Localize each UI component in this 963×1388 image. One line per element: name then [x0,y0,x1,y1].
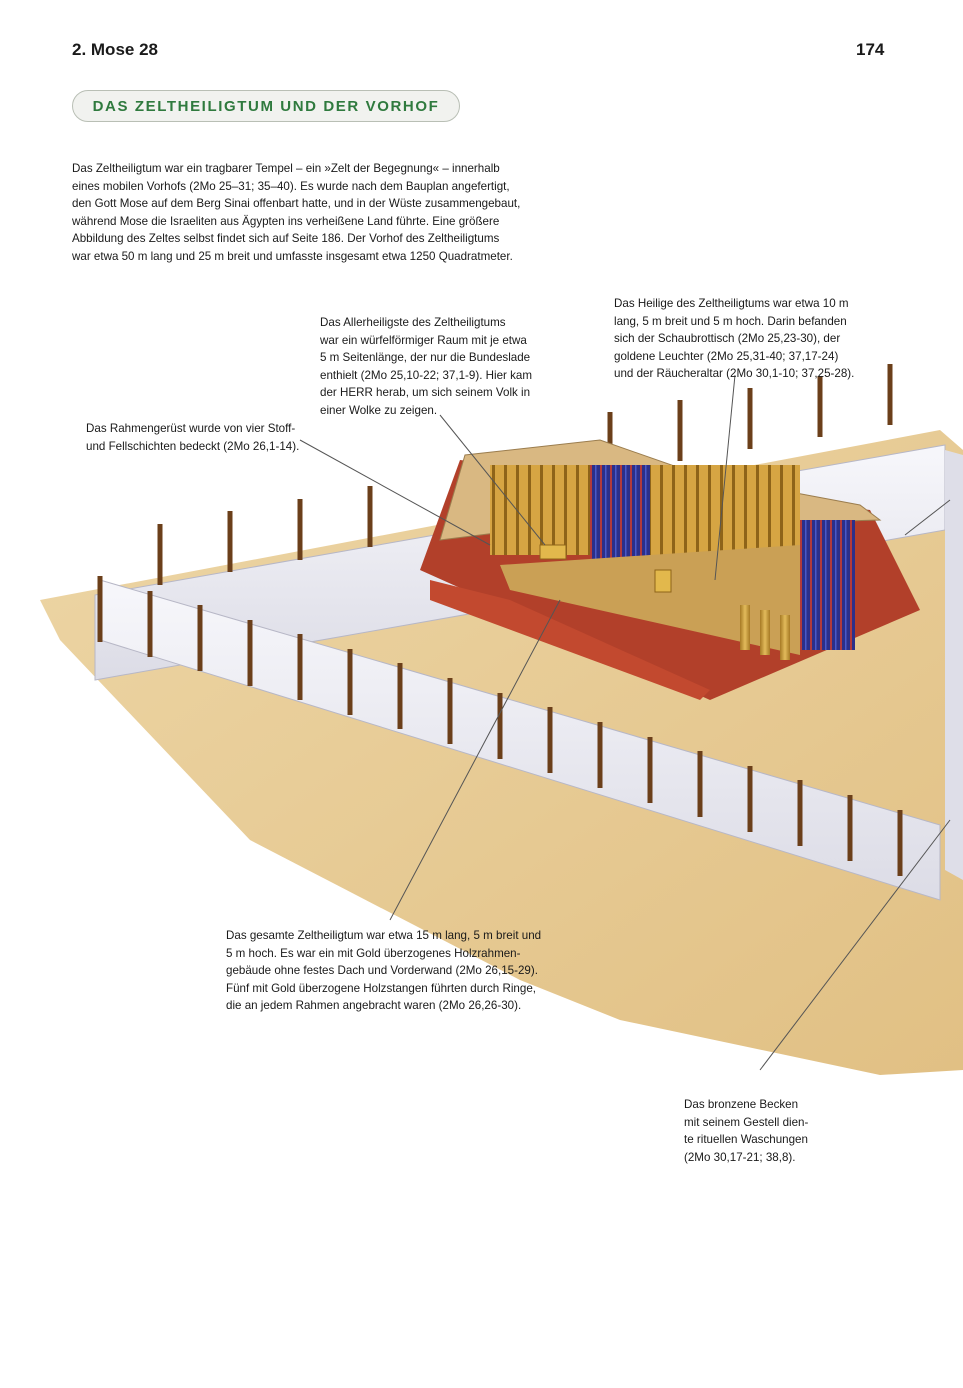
intro-line: Das Zeltheiligtum war ein tragbarer Tempel – ein »Zelt der Begegnung« – innerhalb [72,162,500,175]
callout-line: gebäude ohne festes Dach und Vorderwand (2Mo 26,15-29). [226,964,538,978]
intro-paragraph [72,160,542,266]
callout-line: te rituellen Waschungen [684,1133,808,1147]
callout-allerheiligste [320,314,532,420]
callout-line: Das Rahmengerüst wurde von vier Stoff- [86,422,296,435]
callout-line: der HERR herab, um sich seinem Volk in [320,386,531,400]
right-curtain-wall [945,450,963,880]
callout-line: goldene Leuchter (2Mo 25,31-40; 37,17-24) [614,349,839,363]
intro-line: Abbildung des Zeltes selbst findet sich auf Seite 186. Der Vorhof des Zeltheiligtums [72,232,500,246]
callout-line: Das Heilige des Zeltheiligtums war etwa 10 m [614,297,849,310]
callout-gesamtes-zeltheiligtum [226,927,541,1015]
callout-line: sich der Schaubrottisch (2Mo 25,23-30), der [614,332,841,346]
intro-line: während Mose die Israeliten aus Ägypten ins verheißene Land führte. Eine größere [72,214,500,228]
callout-line: lang, 5 m breit und 5 m hoch. Darin befanden [614,314,847,328]
intro-line: war etwa 50 m lang und 25 m breit und umfasste insgesamt etwa 1250 Quadratmeter. [72,249,513,263]
chapter-reference: 2. Mose 28 [72,40,158,59]
page-number: 174 [856,40,885,59]
ark-of-covenant [540,545,566,559]
callout-line: mit seinem Gestell dien- [684,1115,809,1129]
blue-curtain [800,520,855,650]
lampstand [655,570,671,592]
callout-line: einer Wolke zu zeigen. [320,403,438,417]
callout-line: enthielt (2Mo 25,10-22; 37,1-9). Hier kam [320,368,533,382]
callout-line: Das Allerheiligste des Zeltheiligtums [320,316,506,329]
callout-line: (2Mo 30,17-21; 38,8). [684,1150,796,1164]
veil-curtain [590,465,650,565]
section-title: DAS ZELTHEILIGTUM UND DER VORHOF [92,97,440,115]
callout-line: 5 m hoch. Es war ein mit Gold überzogenes Holzrahmen- [226,946,521,960]
callout-line: 5 m Seitenlänge, der nur die Bundeslade [320,351,531,365]
callout-line: war ein würfelförmiger Raum mit je etwa [320,333,527,347]
section-title-box [72,90,460,122]
callout-line: Fünf mit Gold überzogene Holzstangen führten durch Ringe, [226,981,536,995]
callout-line: und der Räucheraltar (2Mo 30,1-10; 37,25-28). [614,367,855,381]
callout-heiligtum [614,295,854,383]
callout-rahmengeruest [86,420,299,455]
intro-line: eines mobilen Vorhofs (2Mo 25–31; 35–40). Es wurde nach dem Bauplan angefertigt, [72,179,510,193]
callout-line: die an jedem Rahmen angebracht waren (2Mo 26,26-30). [226,999,522,1013]
intro-line: den Gott Mose auf dem Berg Sinai offenbart hatte, und in der Wüste zusammengebaut, [72,197,521,211]
callout-bronzenes-becken [684,1096,808,1166]
callout-line: Das gesamte Zeltheiligtum war etwa 15 m lang, 5 m breit und [226,929,542,942]
callout-line: Das bronzene Becken [684,1098,799,1111]
callout-line: und Fellschichten bedeckt (2Mo 26,1-14). [86,439,300,453]
